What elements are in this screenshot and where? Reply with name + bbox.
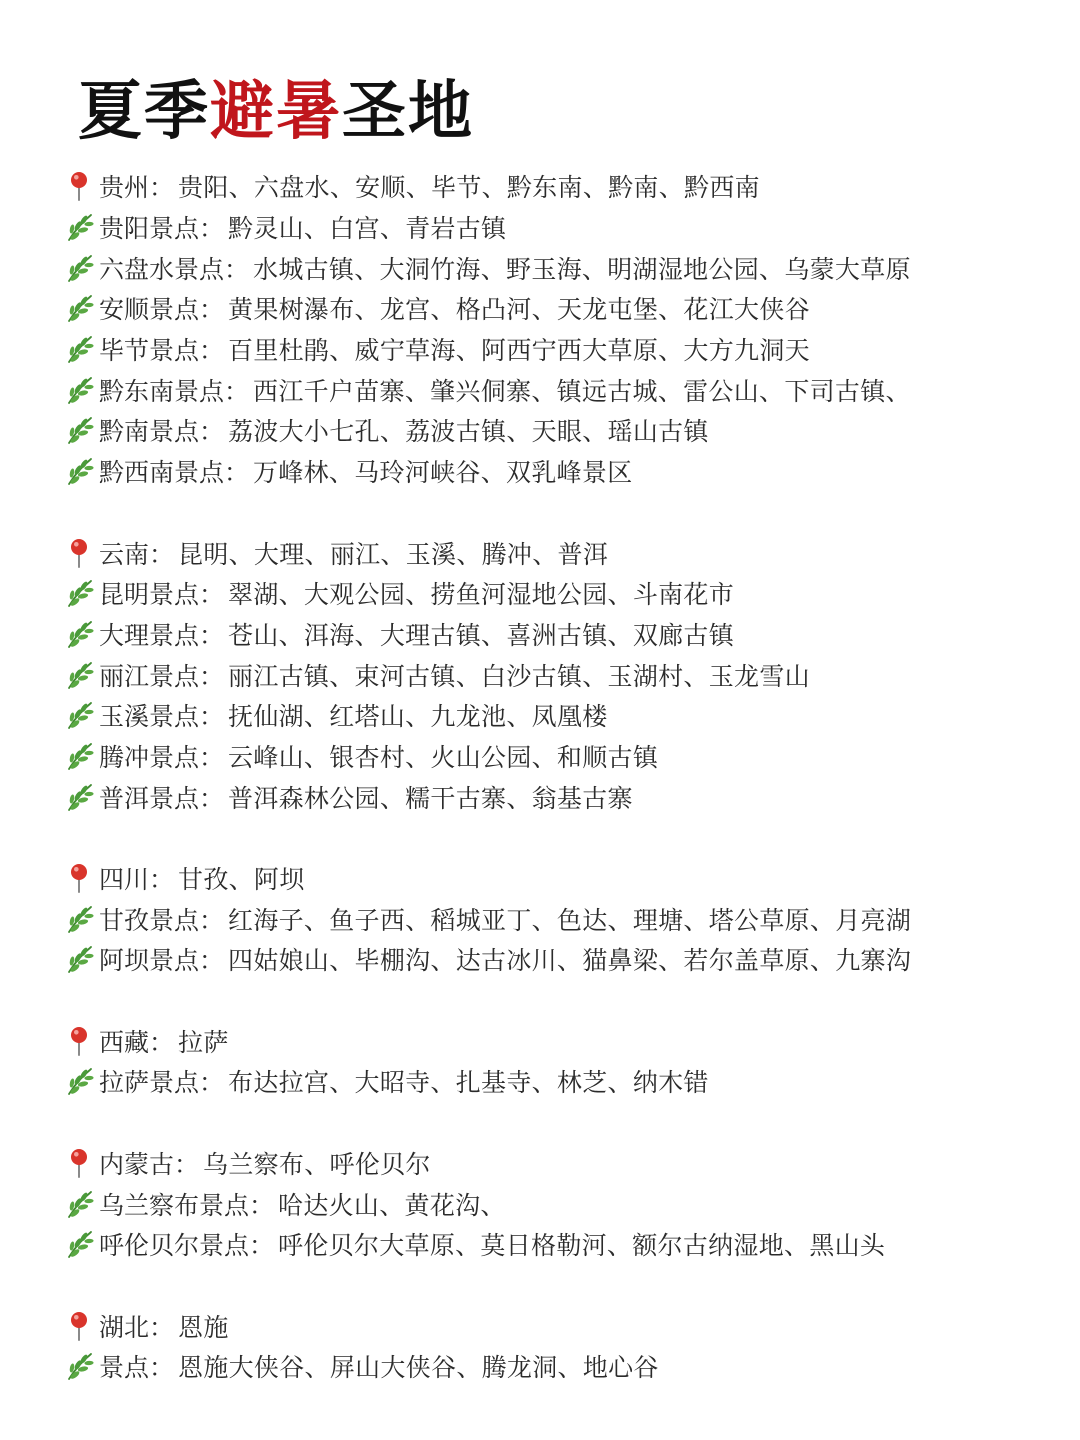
spot-list: 翠湖、大观公园、捞鱼河湿地公园、斗南花市 [228, 580, 735, 610]
spot-list: 哈达火山、黄花沟、 [278, 1190, 506, 1220]
region-section [64, 166, 1064, 492]
spots-label: 黔东南景点 [99, 376, 225, 406]
label-separator: ： [149, 1027, 175, 1057]
spots-label: 昆明景点 [99, 580, 200, 610]
pin-icon [64, 170, 94, 202]
spots-label: 甘孜景点 [99, 905, 200, 935]
label-separator: ： [199, 661, 225, 691]
label-separator: ： [224, 458, 250, 488]
pin-icon [64, 1147, 94, 1179]
label-separator: ： [199, 580, 225, 610]
region-label: 西藏 [99, 1027, 150, 1057]
spot-list: 荔波大小七孔、荔波古镇、天眼、瑶山古镇 [228, 417, 709, 447]
region-label: 湖北 [99, 1312, 150, 1342]
spots-line [64, 614, 1064, 655]
spots-label: 六盘水景点 [99, 254, 225, 284]
spot-list: 丽江古镇、束河古镇、白沙古镇、玉湖村、玉龙雪山 [228, 661, 810, 691]
leaf-icon [64, 659, 94, 691]
leaf-icon [64, 903, 94, 935]
region-section [64, 1305, 1064, 1386]
label-separator: ： [199, 295, 225, 325]
leaf-icon [64, 292, 94, 324]
spots-line [64, 1183, 1064, 1224]
pin-icon [64, 1025, 94, 1057]
label-separator: ： [149, 173, 175, 203]
region-line [64, 1143, 1064, 1184]
spots-label: 阿坝景点 [99, 946, 200, 976]
spot-list: 黔灵山、白宫、青岩古镇 [228, 214, 507, 244]
label-separator: ： [149, 1312, 175, 1342]
title-accent: 避暑 [210, 75, 342, 149]
pin-icon [64, 1310, 94, 1342]
spots-line [64, 288, 1064, 329]
spots-line [64, 207, 1064, 248]
spots-label: 腾冲景点 [99, 742, 200, 772]
spot-list: 黄果树瀑布、龙宫、格凸河、天龙屯堡、花江大侠谷 [228, 295, 810, 325]
leaf-icon [64, 374, 94, 406]
leaf-icon [64, 577, 94, 609]
leaf-icon [64, 455, 94, 487]
spot-list: 布达拉宫、大昭寺、扎基寺、林芝、纳木错 [228, 1068, 709, 1098]
spots-line [64, 939, 1064, 980]
spot-list: 四姑娘山、毕棚沟、达古冰川、猫鼻梁、若尔盖草原、九寨沟 [228, 946, 912, 976]
spots-label: 丽江景点 [99, 661, 200, 691]
spots-line [64, 410, 1064, 451]
region-line [64, 532, 1064, 573]
label-separator: ： [199, 742, 225, 772]
title-part-1: 夏季 [78, 75, 210, 149]
spot-list: 云峰山、银杏村、火山公园、和顺古镇 [228, 742, 659, 772]
spots-line [64, 369, 1064, 410]
label-separator: ： [249, 1231, 275, 1261]
spots-label: 黔西南景点 [99, 458, 225, 488]
region-line [64, 166, 1064, 207]
leaf-icon [64, 699, 94, 731]
region-line [64, 858, 1064, 899]
spots-line [64, 898, 1064, 939]
label-separator: ： [199, 946, 225, 976]
spots-line [64, 247, 1064, 288]
pin-icon [64, 537, 94, 569]
region-label: 内蒙古 [99, 1149, 175, 1179]
spots-label: 普洱景点 [99, 783, 200, 813]
spot-list: 红海子、鱼子西、稻城亚丁、色达、理塘、塔公草原、月亮湖 [228, 905, 912, 935]
pin-icon [64, 862, 94, 894]
spots-line [64, 1346, 1064, 1387]
spots-line [64, 1224, 1064, 1265]
spots-line [64, 451, 1064, 492]
leaf-icon [64, 211, 94, 243]
spot-list: 恩施大侠谷、屏山大侠谷、腾龙洞、地心谷 [178, 1353, 659, 1383]
spots-line [64, 736, 1064, 777]
region-cities: 乌兰察布、呼伦贝尔 [203, 1149, 431, 1179]
spots-line [64, 1061, 1064, 1102]
leaf-icon [64, 414, 94, 446]
leaf-icon [64, 1228, 94, 1260]
region-label: 四川 [99, 865, 150, 895]
region-section [64, 1020, 1064, 1101]
spots-label: 拉萨景点 [99, 1068, 200, 1098]
spots-line [64, 654, 1064, 695]
label-separator: ： [174, 1149, 200, 1179]
region-section [64, 1143, 1064, 1265]
region-cities: 甘孜、阿坝 [178, 865, 305, 895]
leaf-icon [64, 1188, 94, 1220]
leaf-icon [64, 618, 94, 650]
destination-list [64, 166, 1064, 1427]
label-separator: ： [149, 1353, 175, 1383]
region-cities: 拉萨 [178, 1027, 229, 1057]
label-separator: ： [149, 865, 175, 895]
label-separator: ： [149, 539, 175, 569]
region-section [64, 858, 1064, 980]
spot-list: 抚仙湖、红塔山、九龙池、凤凰楼 [228, 702, 608, 732]
spot-list: 百里杜鹃、威宁草海、阿西宁西大草原、大方九洞天 [228, 336, 810, 366]
label-separator: ： [199, 214, 225, 244]
leaf-icon [64, 740, 94, 772]
label-separator: ： [224, 376, 250, 406]
leaf-icon [64, 781, 94, 813]
spots-label: 景点 [99, 1353, 150, 1383]
title-part-2: 圣地 [342, 75, 474, 149]
leaf-icon [64, 1065, 94, 1097]
spot-list: 西江千户苗寨、肇兴侗寨、镇远古城、雷公山、下司古镇、 [253, 376, 911, 406]
spots-label: 毕节景点 [99, 336, 200, 366]
label-separator: ： [249, 1190, 275, 1220]
leaf-icon [64, 1350, 94, 1382]
spots-line [64, 695, 1064, 736]
spots-line [64, 776, 1064, 817]
spot-list: 万峰林、马玲河峡谷、双乳峰景区 [253, 458, 633, 488]
label-separator: ： [199, 702, 225, 732]
region-section [64, 532, 1064, 817]
region-cities: 恩施 [178, 1312, 229, 1342]
page-title [78, 72, 474, 152]
spot-list: 普洱森林公园、糯干古寨、翁基古寨 [228, 783, 633, 813]
label-separator: ： [224, 254, 250, 284]
label-separator: ： [199, 336, 225, 366]
region-cities: 昆明、大理、丽江、玉溪、腾冲、普洱 [178, 539, 609, 569]
spots-label: 大理景点 [99, 620, 200, 650]
spots-line [64, 329, 1064, 370]
region-line [64, 1305, 1064, 1346]
spots-label: 乌兰察布景点 [99, 1190, 250, 1220]
label-separator: ： [199, 1068, 225, 1098]
region-line [64, 1020, 1064, 1061]
spots-line [64, 573, 1064, 614]
spot-list: 水城古镇、大洞竹海、野玉海、明湖湿地公园、乌蒙大草原 [253, 254, 911, 284]
region-label: 贵州 [99, 173, 150, 203]
spots-label: 黔南景点 [99, 417, 200, 447]
leaf-icon [64, 333, 94, 365]
leaf-icon [64, 943, 94, 975]
region-label: 云南 [99, 539, 150, 569]
leaf-icon [64, 252, 94, 284]
spot-list: 苍山、洱海、大理古镇、喜洲古镇、双廊古镇 [228, 620, 735, 650]
spot-list: 呼伦贝尔大草原、莫日格勒河、额尔古纳湿地、黑山头 [278, 1231, 886, 1261]
label-separator: ： [199, 417, 225, 447]
label-separator: ： [199, 905, 225, 935]
label-separator: ： [199, 783, 225, 813]
label-separator: ： [199, 620, 225, 650]
region-cities: 贵阳、六盘水、安顺、毕节、黔东南、黔南、黔西南 [178, 173, 760, 203]
spots-label: 玉溪景点 [99, 702, 200, 732]
spots-label: 贵阳景点 [99, 214, 200, 244]
spots-label: 呼伦贝尔景点 [99, 1231, 250, 1261]
spots-label: 安顺景点 [99, 295, 200, 325]
